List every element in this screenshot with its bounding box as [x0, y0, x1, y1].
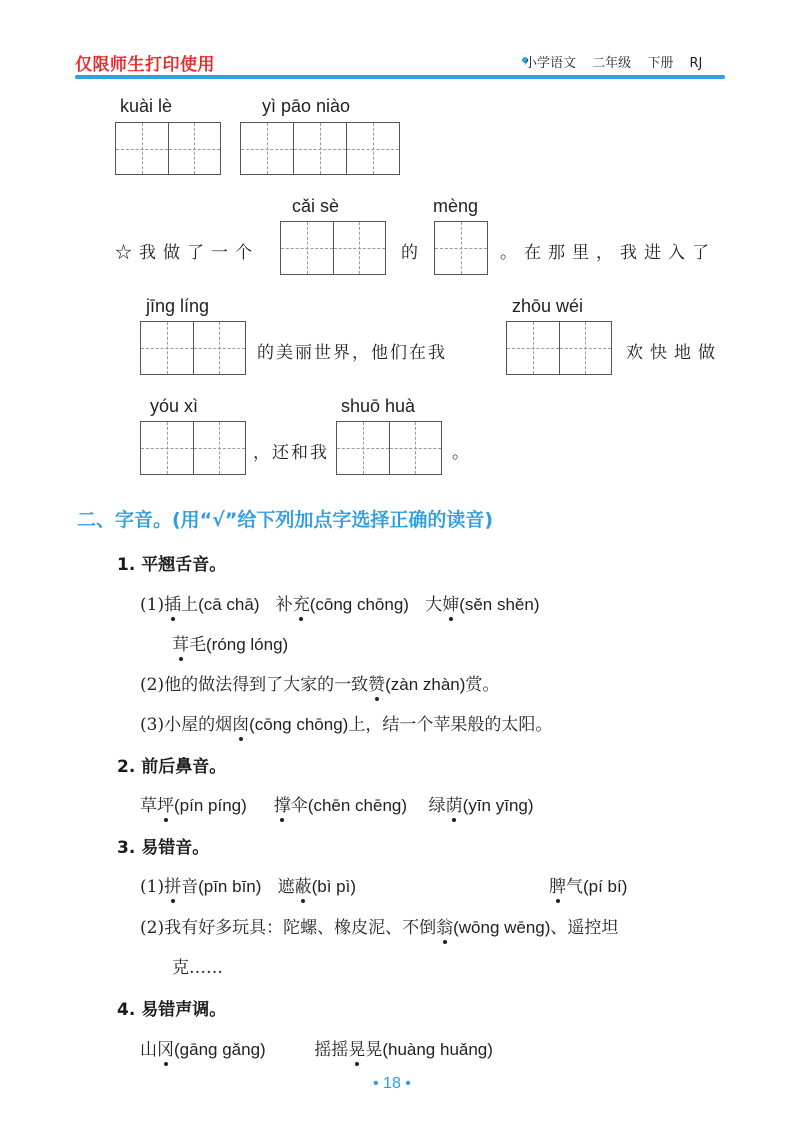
dotted-char: 脾	[549, 877, 566, 897]
dotted-char: 晃	[348, 1040, 366, 1060]
sentence-line3-b: 。	[452, 443, 469, 463]
writing-grid-zhouwei[interactable]	[506, 321, 612, 375]
header-rule	[75, 75, 725, 79]
question-1-1-cont: 茸毛(róng lóng)	[172, 635, 289, 655]
dotted-char: 荫	[445, 796, 463, 816]
heading-nasal: 2. 前后鼻音。	[117, 757, 227, 777]
writing-grid-youxi[interactable]	[140, 421, 246, 475]
writing-grid-yipaoniao[interactable]	[240, 122, 400, 175]
print-notice: 仅限师生打印使用	[75, 55, 215, 75]
sentence-line1-a: ☆我做了一个	[115, 243, 259, 263]
sentence-line3-a: ，还和我	[253, 443, 329, 463]
sentence-line2-a: 的美丽世界，他们在我	[257, 343, 447, 363]
pinyin-youxi: yóu xì	[150, 396, 199, 416]
dotted-char: 插	[164, 595, 182, 615]
writing-grid-shuohua[interactable]	[336, 421, 442, 475]
pinyin-kuaile: kuài lè	[120, 96, 173, 116]
pinyin-shuohua: shuō huà	[341, 396, 416, 416]
grade-label: 二年级	[592, 56, 632, 71]
heading-tones: 4. 易错声调。	[117, 1000, 227, 1020]
question-2: 草坪(pín píng) 撑伞(chēn chēng) 绿荫(yīn yīng)	[140, 796, 534, 816]
dotted-char: 蔽	[294, 877, 312, 897]
dotted-char: 婶	[442, 595, 460, 615]
question-3-2-cont: 克……	[172, 958, 223, 978]
question-4: 山冈(gāng gǎng) 摇摇晃晃(huàng huǎng)	[140, 1040, 493, 1060]
pinyin-zhouwei: zhōu wéi	[512, 296, 584, 316]
dotted-char: 囱	[232, 715, 250, 735]
heading-error-prone: 3. 易错音。	[117, 838, 210, 858]
heading-flat-retroflex: 1. 平翘舌音。	[117, 555, 227, 575]
pinyin-caise: cǎi sè	[292, 196, 340, 216]
edition-label: RJ	[689, 56, 703, 71]
dotted-char: 翁	[436, 918, 454, 938]
page-number: • 18 •	[373, 1075, 411, 1092]
question-1-3: (3)小屋的烟囱(cōng chōng)上，结一个苹果般的太阳。	[140, 715, 553, 735]
writing-grid-jingling[interactable]	[140, 321, 246, 375]
pinyin-meng: mèng	[433, 196, 479, 216]
sentence-line1-c: 。在那里，我进入了	[500, 243, 716, 263]
pinyin-yipaoniao: yì pāo niào	[262, 96, 351, 116]
writing-grid-meng[interactable]	[434, 221, 488, 275]
sentence-line2-b: 欢快地做	[626, 343, 722, 363]
dotted-char: 拼	[164, 877, 182, 897]
section-title-pronunciation: 二、字音。(用“√”给下列加点字选择正确的读音)	[77, 509, 494, 531]
dotted-char: 撑	[273, 796, 291, 816]
sentence-line1-b: 的	[401, 243, 418, 263]
question-3-1: (1)拼音(pīn bīn) 遮蔽(bì pì)	[140, 877, 357, 897]
dotted-char: 充	[292, 595, 310, 615]
question-3-1-b: 脾气(pí bí)	[549, 877, 628, 897]
question-1-1: (1)插上(cā chā) 补充(cōng chōng) 大婶(sěn shěn)	[140, 595, 540, 615]
writing-grid-caise[interactable]	[280, 221, 386, 275]
question-1-2: (2)他的做法得到了大家的一致赞(zàn zhàn)赏。	[140, 675, 500, 695]
writing-grid-kuaile[interactable]	[115, 122, 221, 175]
dotted-char: 冈	[157, 1040, 174, 1060]
dotted-char: 坪	[157, 796, 174, 816]
dotted-char: 赞	[368, 675, 386, 695]
subject-label: 小学语文	[524, 56, 577, 71]
header-info	[524, 52, 714, 71]
term-label: 下册	[647, 56, 674, 71]
dotted-char: 茸	[172, 635, 189, 655]
question-3-2: (2)我有好多玩具：陀螺、橡皮泥、不倒翁(wōng wēng)、遥控坦	[140, 918, 619, 938]
pinyin-jingling: jīng líng	[146, 296, 210, 316]
